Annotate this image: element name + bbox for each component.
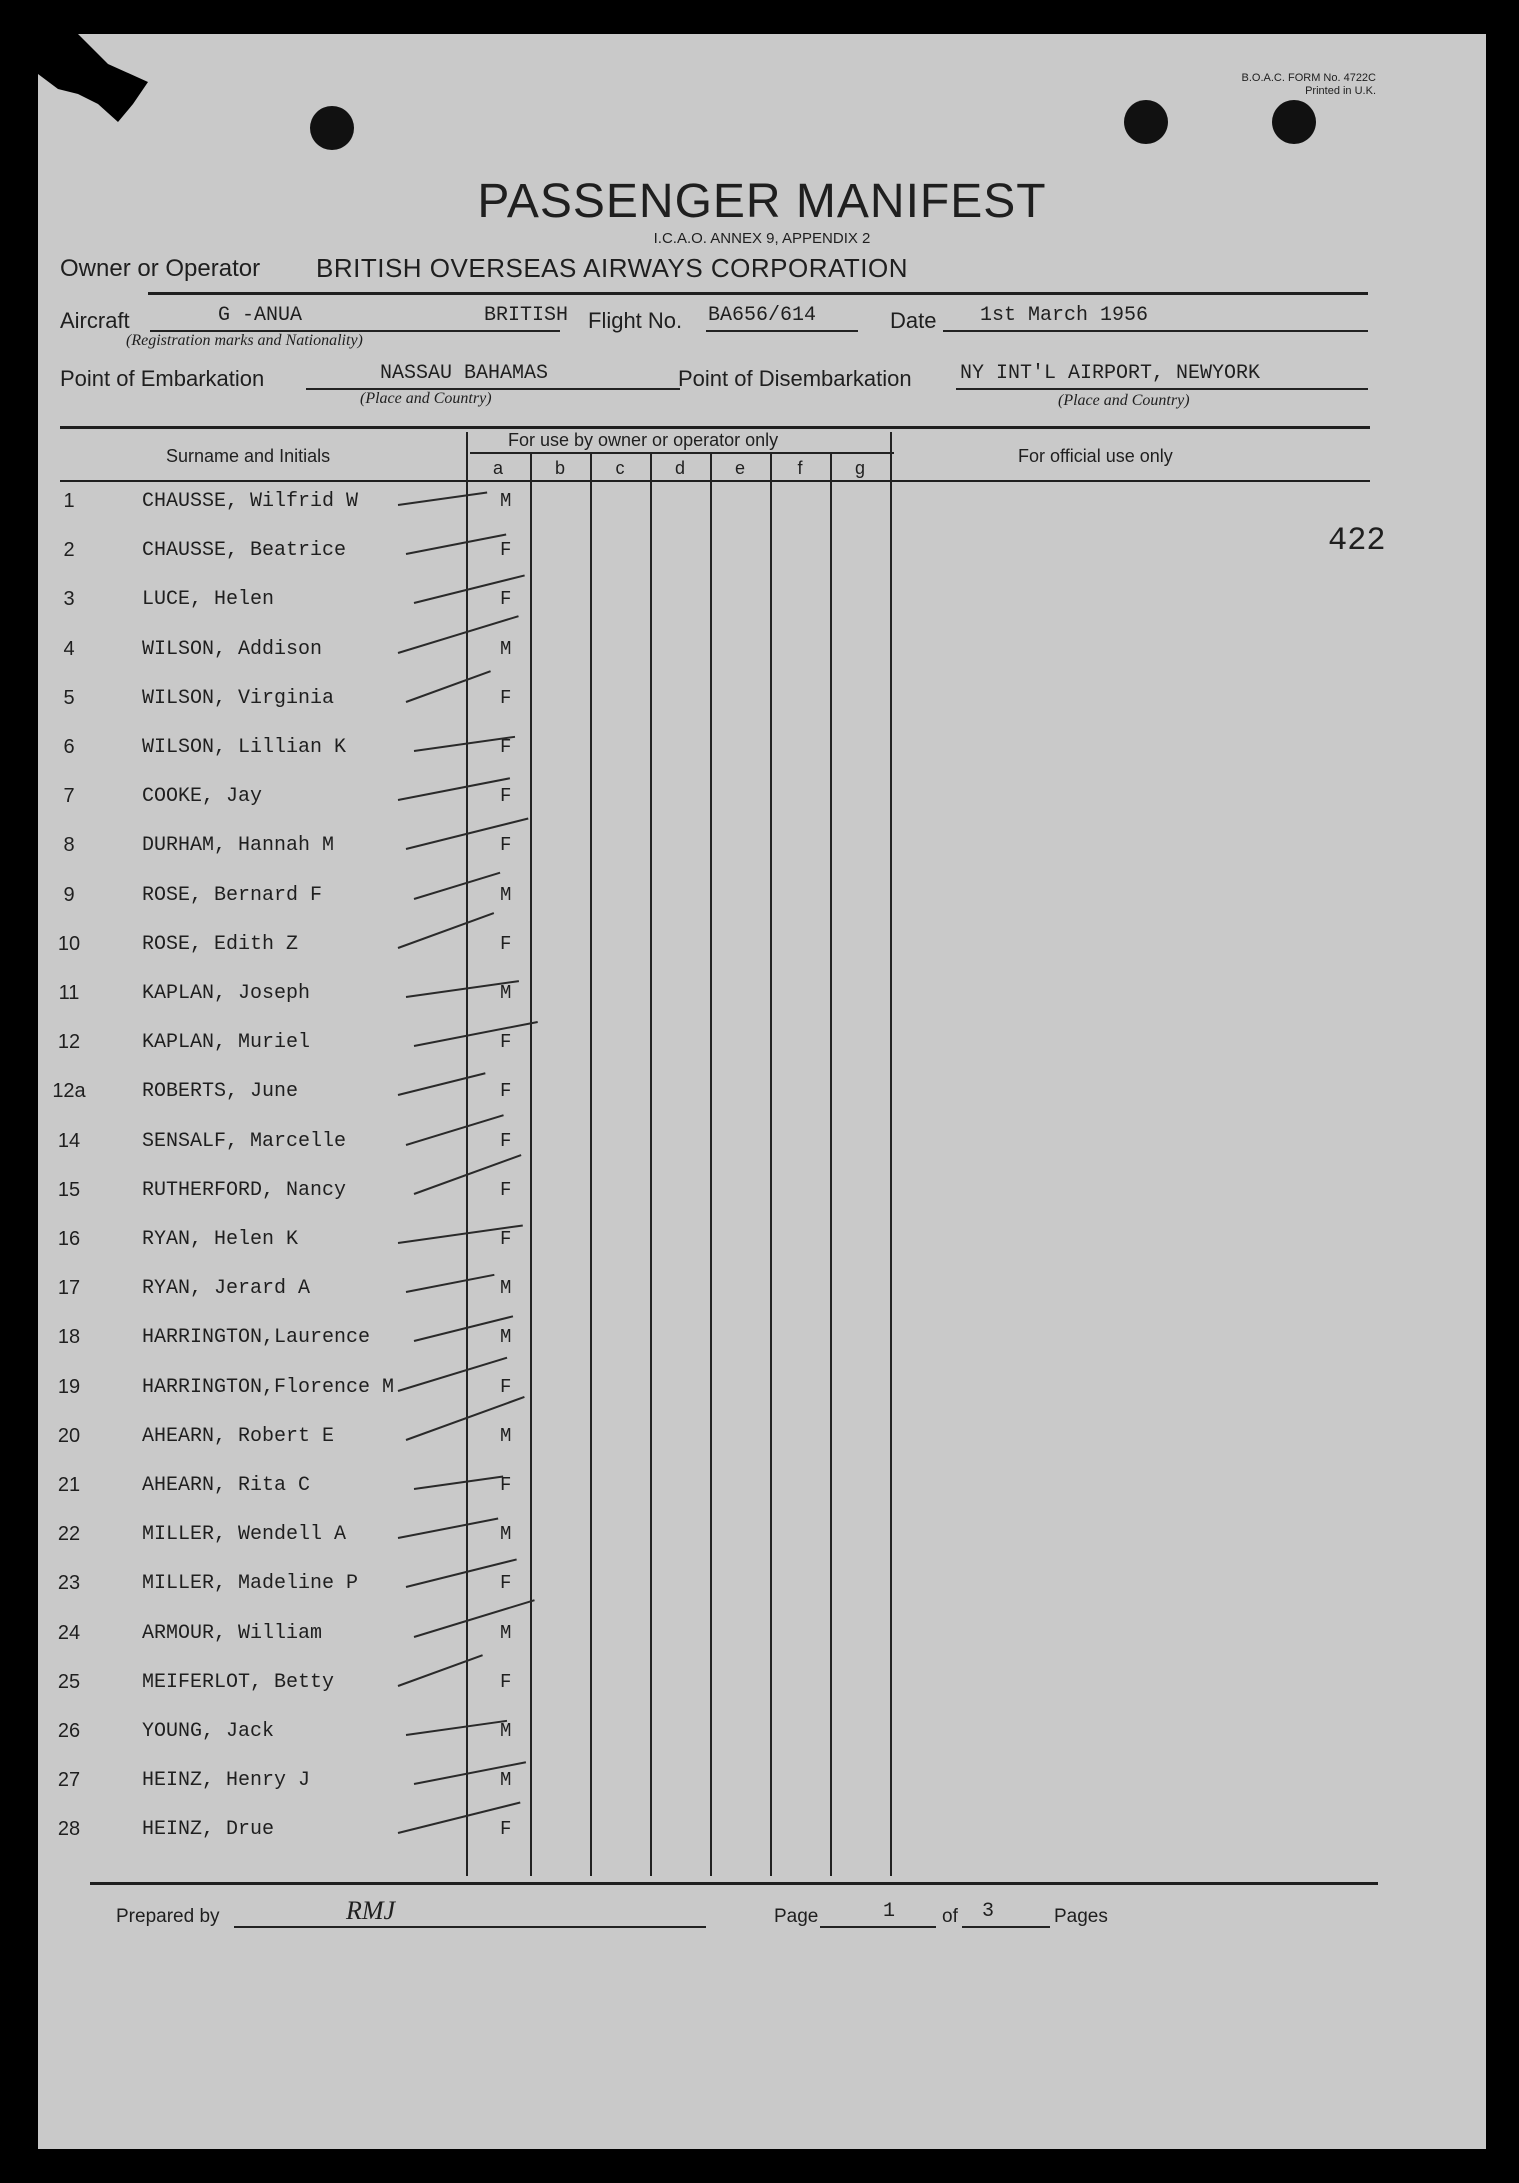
divider-footer bbox=[90, 1882, 1378, 1885]
passenger-name: COOKE, Jay bbox=[142, 785, 263, 808]
owner-label: Owner or Operator bbox=[60, 255, 261, 282]
passenger-name: AHEARN, Robert E bbox=[142, 1425, 335, 1448]
check-stroke bbox=[414, 872, 501, 900]
passenger-number: 23 bbox=[57, 1572, 81, 1594]
date-underline bbox=[943, 330, 1368, 332]
passenger-name: DURHAM, Hannah M bbox=[142, 834, 335, 857]
aircraft-note: (Registration marks and Nationality) bbox=[126, 332, 363, 349]
passenger-number: 28 bbox=[57, 1818, 81, 1840]
passenger-sex: F bbox=[500, 1572, 512, 1594]
passenger-name: CHAUSSE, Wilfrid W bbox=[142, 490, 359, 513]
passenger-name: RYAN, Jerard A bbox=[142, 1277, 311, 1300]
passenger-number: 5 bbox=[63, 687, 75, 709]
column-letter-b: b bbox=[554, 458, 565, 478]
embarkation-note: (Place and Country) bbox=[360, 390, 492, 407]
passenger-sex: F bbox=[500, 933, 512, 955]
column-line bbox=[590, 452, 592, 1876]
passenger-name: WILSON, Virginia bbox=[142, 687, 335, 710]
passenger-name: HARRINGTON,Laurence bbox=[142, 1326, 371, 1349]
passenger-number: 22 bbox=[57, 1523, 81, 1545]
passenger-name: LUCE, Helen bbox=[142, 588, 275, 611]
column-letter-a: a bbox=[492, 458, 503, 478]
check-stroke bbox=[398, 1072, 486, 1096]
passenger-name: KAPLAN, Joseph bbox=[142, 982, 311, 1005]
check-stroke bbox=[406, 1114, 504, 1146]
passenger-name: HEINZ, Henry J bbox=[142, 1769, 311, 1792]
check-stroke bbox=[398, 1518, 499, 1539]
check-stroke bbox=[406, 1274, 495, 1293]
page-number: 1 bbox=[883, 1900, 896, 1923]
of-underline bbox=[962, 1926, 1050, 1928]
passenger-number: 20 bbox=[57, 1425, 81, 1447]
passenger-number: 16 bbox=[57, 1228, 81, 1250]
passenger-number: 21 bbox=[57, 1474, 81, 1496]
column-line bbox=[530, 452, 532, 1876]
annex-reference: I.C.A.O. ANNEX 9, APPENDIX 2 bbox=[653, 230, 871, 247]
owner-use-header: For use by owner or operator only bbox=[508, 430, 779, 450]
passenger-sex: F bbox=[500, 687, 512, 709]
passenger-name: KAPLAN, Muriel bbox=[142, 1031, 311, 1054]
page-title: PASSENGER MANIFEST bbox=[477, 175, 1047, 228]
passenger-number: 25 bbox=[57, 1671, 81, 1693]
check-stroke bbox=[406, 534, 507, 555]
passenger-name: MILLER, Wendell A bbox=[142, 1523, 347, 1546]
passenger-sex: M bbox=[500, 1277, 512, 1299]
passenger-sex: F bbox=[500, 1031, 512, 1053]
passenger-sex: M bbox=[500, 638, 512, 660]
form-number-text: B.O.A.C. FORM No. 4722C bbox=[1241, 72, 1376, 84]
passenger-sex: M bbox=[500, 1769, 512, 1791]
stamp-number: 422 bbox=[1328, 522, 1386, 559]
aircraft-registration: G -ANUA bbox=[218, 304, 303, 327]
pages-label: Pages bbox=[1054, 1906, 1108, 1927]
passenger-sex: M bbox=[500, 490, 512, 512]
column-line bbox=[830, 452, 832, 1876]
passenger-name: ARMOUR, William bbox=[142, 1622, 323, 1645]
passenger-number: 8 bbox=[63, 834, 75, 856]
column-line bbox=[650, 452, 652, 1876]
passenger-sex: M bbox=[500, 1720, 512, 1742]
check-stroke bbox=[398, 491, 487, 506]
passenger-sex: F bbox=[500, 1818, 512, 1840]
passenger-name: HARRINGTON,Florence M bbox=[142, 1376, 395, 1399]
passenger-sex: F bbox=[500, 1228, 512, 1250]
punch-hole-middle bbox=[1124, 100, 1168, 144]
check-stroke bbox=[414, 1475, 503, 1490]
passenger-sex: F bbox=[500, 1671, 512, 1693]
passenger-name: WILSON, Addison bbox=[142, 638, 323, 661]
passenger-sex: F bbox=[500, 736, 512, 758]
disembarkation-value: NY INT'L AIRPORT, NEWYORK bbox=[960, 362, 1261, 385]
passenger-sex: M bbox=[500, 1523, 512, 1545]
flight-underline bbox=[706, 330, 858, 332]
divider-top bbox=[148, 292, 1368, 295]
prepared-by-signature: RMJ bbox=[346, 1896, 396, 1925]
form-number bbox=[1242, 72, 1376, 97]
column-letter-f: f bbox=[797, 458, 803, 478]
passenger-sex: M bbox=[500, 1622, 512, 1644]
passenger-name: CHAUSSE, Beatrice bbox=[142, 539, 347, 562]
official-use-header: For official use only bbox=[1018, 446, 1173, 466]
check-stroke bbox=[406, 670, 491, 703]
disembarkation-label: Point of Disembarkation bbox=[678, 366, 912, 391]
passenger-name: RYAN, Helen K bbox=[142, 1228, 299, 1251]
passenger-sex: F bbox=[500, 1130, 512, 1152]
passenger-sex: M bbox=[500, 884, 512, 906]
passenger-number: 2 bbox=[63, 539, 75, 561]
column-letter-g: g bbox=[854, 458, 865, 478]
passenger-sex: F bbox=[500, 539, 512, 561]
check-stroke bbox=[414, 1021, 538, 1047]
column-letter-c: c bbox=[615, 458, 625, 478]
passenger-number: 27 bbox=[57, 1769, 81, 1791]
passenger-number: 1 bbox=[63, 490, 75, 512]
prepared-by-underline bbox=[234, 1926, 706, 1928]
passenger-sex: F bbox=[500, 588, 512, 610]
page-label: Page bbox=[774, 1906, 819, 1927]
passenger-sex: F bbox=[500, 1080, 512, 1102]
passenger-number: 12a bbox=[52, 1080, 86, 1102]
passenger-number: 10 bbox=[57, 933, 81, 955]
divider-table-top bbox=[60, 426, 1370, 429]
prepared-by-label: Prepared by bbox=[116, 1906, 220, 1927]
passenger-number: 7 bbox=[63, 785, 75, 807]
disembarkation-note: (Place and Country) bbox=[1058, 392, 1190, 409]
check-stroke bbox=[398, 912, 495, 949]
passenger-sex: F bbox=[500, 1474, 512, 1496]
passenger-name: RUTHERFORD, Nancy bbox=[142, 1179, 347, 1202]
check-stroke bbox=[406, 1720, 507, 1736]
flight-value: BA656/614 bbox=[708, 304, 817, 327]
passenger-number: 24 bbox=[57, 1622, 81, 1644]
embarkation-value: NASSAU BAHAMAS bbox=[380, 362, 549, 385]
passenger-number: 3 bbox=[63, 588, 75, 610]
column-letter-e: e bbox=[734, 458, 745, 478]
passenger-name: YOUNG, Jack bbox=[142, 1720, 275, 1743]
passenger-name: WILSON, Lillian K bbox=[142, 736, 347, 759]
embarkation-label: Point of Embarkation bbox=[60, 366, 265, 391]
passenger-name: ROSE, Bernard F bbox=[142, 884, 323, 907]
check-stroke bbox=[414, 1315, 513, 1342]
passenger-sex: M bbox=[500, 1425, 512, 1447]
total-pages: 3 bbox=[982, 1900, 995, 1923]
of-label: of bbox=[942, 1906, 958, 1927]
column-line bbox=[710, 452, 712, 1876]
passenger-name: MEIFERLOT, Betty bbox=[142, 1671, 335, 1694]
passenger-number: 19 bbox=[57, 1376, 81, 1398]
manifest-sheet bbox=[38, 34, 1486, 2149]
punch-hole-right bbox=[1272, 100, 1316, 144]
check-stroke bbox=[398, 1654, 483, 1687]
divider-header-bottom bbox=[60, 480, 1370, 482]
passenger-sex: F bbox=[500, 785, 512, 807]
check-stroke bbox=[398, 777, 510, 801]
passenger-name: ROBERTS, June bbox=[142, 1080, 299, 1103]
passenger-number: 12 bbox=[57, 1031, 81, 1053]
check-stroke bbox=[398, 1357, 508, 1392]
flight-label: Flight No. bbox=[588, 308, 683, 333]
aircraft-label: Aircraft bbox=[60, 308, 130, 333]
passenger-number: 11 bbox=[58, 982, 80, 1004]
passenger-number: 26 bbox=[57, 1720, 81, 1742]
check-stroke bbox=[414, 1599, 535, 1638]
passenger-name: AHEARN, Rita C bbox=[142, 1474, 311, 1497]
passenger-number: 4 bbox=[63, 638, 75, 660]
surname-header: Surname and Initials bbox=[166, 446, 331, 466]
column-line bbox=[890, 432, 892, 1876]
passenger-sex: M bbox=[500, 982, 512, 1004]
aircraft-nationality: BRITISH bbox=[484, 304, 569, 327]
torn-corner-mark bbox=[38, 34, 158, 124]
punch-hole-left bbox=[310, 106, 354, 150]
disembarkation-underline bbox=[956, 388, 1368, 390]
printed-in-text: Printed in U.K. bbox=[1305, 85, 1376, 97]
passenger-number: 6 bbox=[63, 736, 75, 758]
date-value: 1st March 1956 bbox=[980, 304, 1149, 327]
column-line bbox=[770, 452, 772, 1876]
passenger-sex: F bbox=[500, 834, 512, 856]
passenger-number: 9 bbox=[63, 884, 75, 906]
passenger-name: HEINZ, Drue bbox=[142, 1818, 275, 1841]
passenger-name: MILLER, Madeline P bbox=[142, 1572, 359, 1595]
passenger-name: ROSE, Edith Z bbox=[142, 933, 299, 956]
column-letter-d: d bbox=[674, 458, 685, 478]
owner-value: BRITISH OVERSEAS AIRWAYS CORPORATION bbox=[316, 253, 909, 283]
passenger-sex: F bbox=[500, 1376, 512, 1398]
passenger-number: 17 bbox=[57, 1277, 81, 1299]
passenger-number: 14 bbox=[57, 1130, 81, 1152]
date-label: Date bbox=[890, 308, 937, 333]
passenger-number: 18 bbox=[57, 1326, 81, 1348]
passenger-number: 15 bbox=[57, 1179, 81, 1201]
passenger-sex: F bbox=[500, 1179, 512, 1201]
passenger-sex: M bbox=[500, 1326, 512, 1348]
passenger-name: SENSALF, Marcelle bbox=[142, 1130, 347, 1153]
page-underline bbox=[820, 1926, 936, 1928]
